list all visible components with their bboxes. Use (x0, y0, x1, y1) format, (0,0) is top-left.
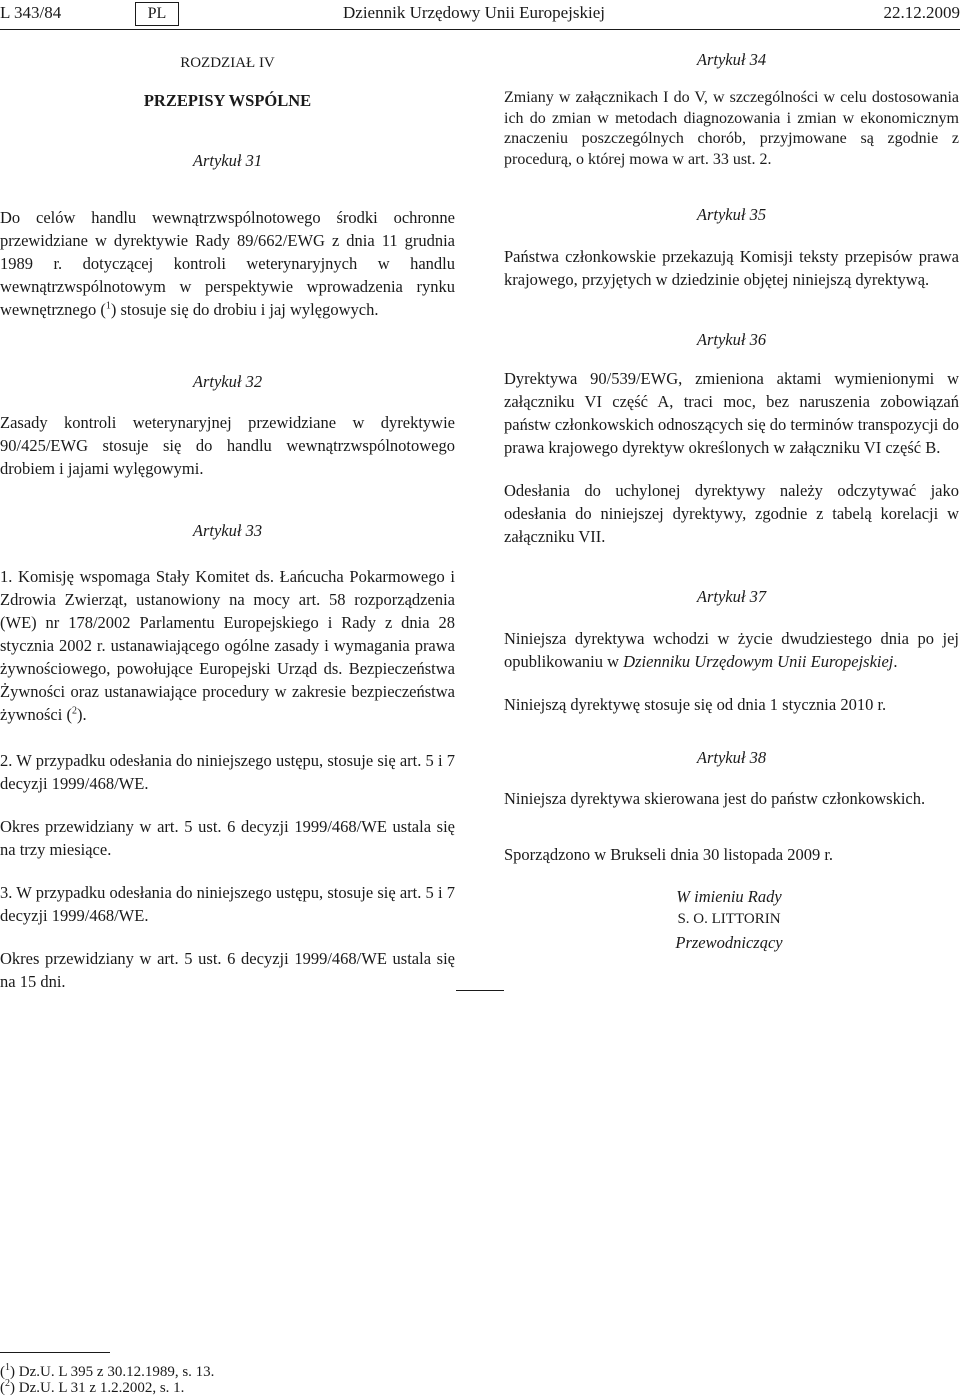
signature-on-behalf: W imieniu Rady (676, 887, 782, 906)
footnote-rule (0, 1352, 110, 1353)
footnote-ref-2[interactable]: 2 (71, 705, 77, 717)
signature-block (579, 885, 879, 954)
chapter-title: PRZEPISY WSPÓLNE (143, 91, 312, 110)
article-33-para-1: 1. Komisję wspomaga Stały Komitet ds. Łańcucha Pokarmowego i Zdrowia Zwierząt, ustanowiony na mocy art. 58 rozporządzenia (WE) nr 178/2002 Parlamentu Europejskiego i Rady z dnia 28 stycznia 2002 r. ustanawiającego ogólne zasady i wymagania prawa żywnościowego, powołujące Europejski Urząd ds. Bezpieczeństwa Żywności oraz ustanawiające procedury w zakresie bezpieczeństwa żywności ($^2$). (0, 567, 455, 724)
article-37-para-2: Niniejszą dyrektywę stosuje się od dnia 1 stycznia 2010 r. (504, 695, 887, 714)
article-33-para-5: Okres przewidziany w art. 5 ust. 6 decyzji 1999/468/WE ustala się na 15 dni. (0, 949, 455, 991)
article-32-title: Artykuł 32 (192, 372, 263, 391)
footnote-1: ($^1$) Dz.U. L 395 z 30.12.1989, s. 13. (0, 1362, 215, 1380)
article-36-para-1: Dyrektywa 90/539/EWG, zmieniona aktami wymienionymi w załączniku VI część A, traci moc, bez naruszenia zobowiązań państw członkowskich odnoszących się do terminów transpozycji do prawa krajowego dyrektyw określonych w załączniku VI część B. (504, 369, 960, 457)
end-rule (456, 990, 504, 991)
article-37-para-1: Niniejsza dyrektywa wchodzi w życie dwudziestego dnia po jej opublikowaniu w Dzienniku Urzędowym Unii Europejskiej. (504, 629, 959, 671)
footnote-2: ($^2$) Dz.U. L 31 z 1.2.2002, s. 1. (0, 1378, 185, 1396)
article-36-para-2: Odesłania do uchylonej dyrektywy należy odczytywać jako odesłania do niniejszej dyrektywy, zgodnie z tabelą korelacji w załączniku VII. (504, 481, 959, 546)
article-33-para-2: 2. W przypadku odesłania do niniejszego ustępu, stosuje się art. 5 i 7 decyzji 1999/468/WE. (0, 751, 455, 793)
article-34-text: Zmiany w załącznikach I do V, w szczególności w celu dostosowania ich do zmian w metodach diagnozowania i zmian w ekonomicznym znaczeniu poszczególnych chorób, przyjmowane są zgodnie z procedurą, o której mowa w art. 33 ust. 2. (504, 89, 959, 168)
article-33-para-3: Okres przewidziany w art. 5 ust. 6 decyzji 1999/468/WE ustala się na trzy miesiące. (0, 817, 455, 859)
article-31-title: Artykuł 31 (192, 151, 263, 170)
article-35-text: Państwa członkowskie przekazują Komisji teksty przepisów prawa krajowego, przyjętych w dziedzinie objętej niniejszą dyrektywą. (504, 247, 959, 289)
article-33-title: Artykuł 33 (192, 521, 263, 540)
article-31-text: Do celów handlu wewnątrzwspólnotowego środki ochronne przewidziane w dyrektywie Rady 89/662/EWG z dnia 11 grudnia 1989 r. dotyczącej kontroli weterynaryjnych w handlu wewnątrzwspólnotowym w perspektywie wprowadzenia rynku wewnętrznego ($^1$) stosuje się do drobiu i jaj wylęgowych. (0, 208, 455, 319)
header-rule (0, 29, 960, 30)
place-and-date: Sporządzono w Brukseli dnia 30 listopada 2009 r. (504, 845, 834, 864)
article-38-title: Artykuł 38 (696, 748, 767, 767)
article-36-title: Artykuł 36 (696, 330, 767, 349)
article-34-title: Artykuł 34 (696, 50, 767, 69)
left-column (0, 52, 455, 993)
signatory-role: Przewodniczący (675, 933, 783, 952)
right-column (504, 48, 959, 954)
article-38-text: Niniejsza dyrektywa skierowana jest do państw członkowskich. (504, 789, 926, 808)
publication-date: 22.12.2009 (883, 3, 960, 22)
journal-title: Dziennik Urzędowy Unii Europejskiej (343, 3, 606, 22)
article-33-para-4: 3. W przypadku odesłania do niniejszego ustępu, stosuje się art. 5 i 7 decyzji 1999/468/WE. (0, 883, 455, 925)
article-37-title: Artykuł 37 (696, 587, 767, 606)
signatory-name: S. O. LITTORIN (677, 911, 781, 927)
article-35-title: Artykuł 35 (696, 205, 767, 224)
footnote-ref-1[interactable]: 1 (105, 300, 111, 312)
language-badge: PL (135, 2, 179, 26)
article-32-text: Zasady kontroli weterynaryjnej przewidziane w dyrektywie 90/425/EWG stosuje się do handlu wewnątrzwspólnotowego drobiem i jajami wylęgowymi. (0, 413, 455, 478)
chapter-number: ROZDZIAŁ IV (180, 55, 275, 71)
page-reference: L 343/84 (0, 3, 62, 22)
